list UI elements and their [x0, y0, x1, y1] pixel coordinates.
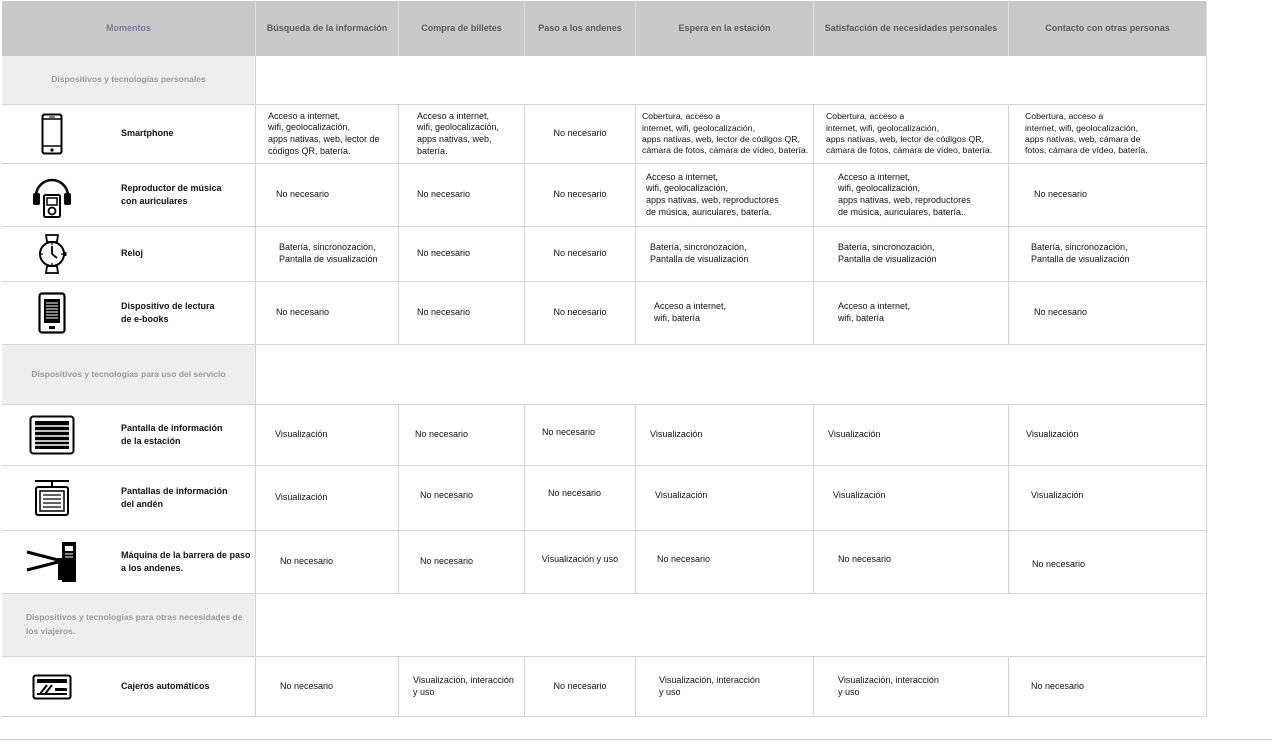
atm-icon	[2, 657, 102, 716]
table-cell: No necesario	[1009, 531, 1207, 593]
device-name: Smartphone	[121, 128, 174, 139]
section-other-needs	[2, 594, 1207, 657]
station-display-icon	[2, 405, 102, 465]
table-cell: No necesario	[399, 164, 525, 226]
table-row	[2, 405, 1207, 466]
music-player-headphones-icon	[2, 164, 102, 226]
table-cell: Visualización	[256, 405, 399, 465]
section-label: Dispositivos y tecnologías personales	[2, 56, 256, 104]
table-cell: Cobertura, acceso a internet, wifi, geolocalización, apps nativas, web, cámara de fotos, cámara de vídeo, batería.	[1009, 105, 1207, 163]
table-cell: Acceso a internet, wifi, batería	[814, 282, 1009, 344]
table-cell: No necesario	[399, 531, 525, 593]
ebook-reader-icon	[2, 282, 102, 344]
table-cell: No necesario	[525, 405, 636, 465]
table-cell: Batería, sincronozación, Pantalla de visualización	[256, 227, 399, 281]
table-cell: No necesario	[525, 164, 636, 226]
table-cell: Batería, sincronozación, Pantalla de visualización	[636, 227, 814, 281]
table-cell: No necesario	[1009, 657, 1207, 716]
table-row	[2, 466, 1207, 531]
device-cell	[2, 531, 256, 593]
table-cell: Cobertura, acceso a internet, wifi, geolocalización, apps nativas, web, lector de códigos QR, cámara de fotos, cámara de vídeo, batería.	[636, 105, 814, 163]
page-bottom-divider	[0, 739, 1272, 740]
table-cell: Cobertura, acceso a internet, wifi, geolocalización, apps nativas, web, lector de códigos QR, cámara de fotos, cámara de vídeo, batería.	[814, 105, 1009, 163]
device-cell	[2, 105, 256, 163]
table-cell: No necesario	[636, 531, 814, 593]
table-cell: No necesario	[399, 405, 525, 465]
table-cell: No necesario	[256, 657, 399, 716]
table-cell: Visualización	[636, 466, 814, 530]
table-cell: Visualización	[814, 466, 1009, 530]
table-cell: No necesario	[1009, 282, 1207, 344]
smartphone-icon	[2, 105, 102, 163]
header-col: Búsqueda de la información	[256, 1, 399, 56]
table-cell: No necesario	[399, 466, 525, 530]
device-cell	[2, 282, 256, 344]
device-name: Reloj	[121, 248, 144, 259]
device-cell	[2, 405, 256, 465]
section-service	[2, 345, 1207, 405]
table-cell: No necesario	[525, 657, 636, 716]
device-name: Cajeros automáticos	[121, 680, 210, 691]
section-label: Dispositivos y tecnologías para otras necesidades de los viajeros.	[2, 594, 256, 656]
header-col: Compra de billetes	[399, 1, 525, 56]
table-cell: Visualización, interacción y uso	[399, 657, 525, 716]
section-personal	[2, 56, 1207, 105]
table-cell: Visualización	[1009, 405, 1207, 465]
device-name: Pantallas de información del andén	[121, 485, 228, 509]
table-row	[2, 531, 1207, 594]
device-name: Reproductor de música con auriculares	[121, 182, 222, 206]
table-cell: No necesario	[256, 282, 399, 344]
table-cell: Acceso a internet, wifi, geolocalización, apps nativas, web, reproductores de música, auriculares, batería..	[814, 164, 1009, 226]
section-label: Dispositivos y tecnologías para uso del servicio	[2, 345, 256, 404]
comparison-table	[2, 1, 1207, 717]
table-cell: Visualización	[814, 405, 1009, 465]
table-cell: Batería, sincronozación, Pantalla de visualización	[1009, 227, 1207, 281]
device-cell	[2, 227, 256, 281]
device-name: Pantalla de información de la estación	[121, 422, 223, 446]
table-row	[2, 105, 1207, 164]
table-cell: Visualización	[1009, 466, 1207, 530]
table-cell: No necesario	[814, 531, 1009, 593]
table-cell: Acceso a internet, wifi, batería	[636, 282, 814, 344]
table-cell: No necesario	[525, 466, 636, 530]
table-cell: Visualización	[256, 466, 399, 530]
table-cell: No necesario	[525, 227, 636, 281]
watch-icon	[2, 227, 102, 281]
header-col: Satisfacción de necesidades personales	[814, 1, 1009, 56]
table-cell: No necesario	[1009, 164, 1207, 226]
device-cell	[2, 466, 256, 530]
table-cell: No necesario	[256, 531, 399, 593]
table-cell: Visualización, interacción y uso	[636, 657, 814, 716]
table-cell: Acceso a internet, wifi, geolocalización, apps nativas, web, lector de códigos QR, batería.	[256, 105, 399, 163]
header-col: Espera en la estación	[636, 1, 814, 56]
table-cell: Visualización y uso	[525, 531, 636, 593]
header-moments: Momentos	[2, 1, 256, 56]
table-cell: No necesario	[399, 227, 525, 281]
table-row	[2, 282, 1207, 345]
device-cell	[2, 164, 256, 226]
table-cell: No necesario	[399, 282, 525, 344]
device-cell	[2, 657, 256, 716]
table-row	[2, 657, 1207, 717]
table-cell: Acceso a internet, wifi, geolocalización, apps nativas, web, batería.	[399, 105, 525, 163]
table-cell: No necesario	[525, 105, 636, 163]
table-cell: Visualización, interacción y uso	[814, 657, 1009, 716]
table-cell: No necesario	[256, 164, 399, 226]
device-name: Dispositivo de lectura de e-books	[121, 300, 215, 324]
table-cell: No necesario	[525, 282, 636, 344]
header-col: Paso a los andenes	[525, 1, 636, 56]
device-name: Máquina de la barrera de paso a los andenes.	[121, 549, 251, 573]
table-cell: Batería, sincronozación, Pantalla de visualización	[814, 227, 1009, 281]
table-cell: Acceso a internet, wifi, geolocalización, apps nativas, web, reproductores de música, auriculares, batería.	[636, 164, 814, 226]
table-header	[2, 1, 1207, 56]
table-row	[2, 164, 1207, 227]
platform-display-icon	[2, 466, 102, 530]
header-col: Contacto con otras personas	[1009, 1, 1207, 56]
table-row	[2, 227, 1207, 282]
table-cell: Visualización	[636, 405, 814, 465]
turnstile-barrier-icon	[2, 531, 102, 593]
